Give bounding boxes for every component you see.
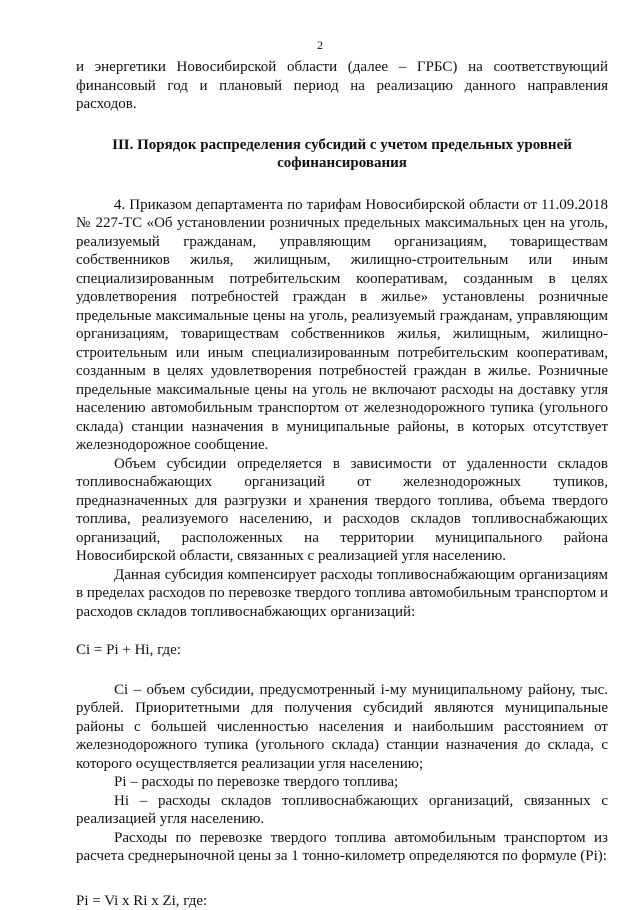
definition-paragraph: Pi – расходы по перевозке твердого топлива; <box>76 773 608 792</box>
document-body <box>76 58 608 910</box>
page-number: 2 <box>0 36 640 55</box>
definition-paragraph: Ci – объем субсидии, предусмотренный i-му муниципальному району, тыс. рублей. Приоритетными для получения субсидий являются муниципальные районы с большей численностью населения и наибольшим расстоянием от железнодорожного тупика (угольного склада) станции назначения до склада, с которого осуществляется реализации угля населению; <box>76 681 608 774</box>
paragraph: Объем субсидии определяется в зависимости от удаленности складов топливоснабжающих организаций от железнодорожных тупиков, предназначенных для разгрузки и хранения твердого топлива, объема твердого топлива, реализуемого населению, и расходов складов топливоснабжающих организаций, расположенных на территории муниципального района Новосибирской области, связанных с реализацией угля населению. <box>76 455 608 566</box>
intro-paragraph: и энергетики Новосибирской области (далее – ГРБС) на соответствующий финансовый год и плановый период на реализацию данного направления расходов. <box>76 58 608 114</box>
definition-paragraph: Hi – расходы складов топливоснабжающих организаций, связанных с реализацией угля населению. <box>76 792 608 829</box>
paragraph: Данная субсидия компенсирует расходы топливоснабжающим организациям в пределах расходов по перевозке твердого топлива автомобильным транспортом и расходов складов топливоснабжающих организаций: <box>76 566 608 622</box>
section-title: III. Порядок распределения субсидий с учетом предельных уровней софинансирования <box>76 136 608 173</box>
paragraph: 4. Приказом департамента по тарифам Новосибирской области от 11.09.2018 № 227-ТС «Об установлении розничных предельных максимальных цен на уголь, реализуемый гражданам, управляющим организациям, товариществам собственников жилья, жилищным, жилищно-строительным или иным специализированным потребительским кооперативам, созданным в целях удовлетворения потребностей граждан в жилье» установлены розничные предельные максимальные цены на уголь, реализуемый гражданам, управляющим организациям, товариществам собственников жилья, жилищным, жилищно-строительным или иным специализированным потребительским кооперативам, созданным в целях удовлетворения потребностей граждан в жилье. Розничные предельные максимальные цены на уголь не включают расходы на доставку угля населению автомобильным транспортом от железнодорожного тупика (угольного склада) станции назначения в муниципальные районы, в которых отсутствует железнодорожное сообщение. <box>76 196 608 455</box>
formula-subsidy: Ci = Pi + Hi, где: <box>76 641 608 660</box>
definition-paragraph: Расходы по перевозке твердого топлива автомобильным транспортом из расчета среднерыночной цены за 1 тонно-километр определяются по формуле (Pi): <box>76 829 608 866</box>
formula-transport: Pi = Vi x Ri x Zi, где: <box>76 892 608 910</box>
